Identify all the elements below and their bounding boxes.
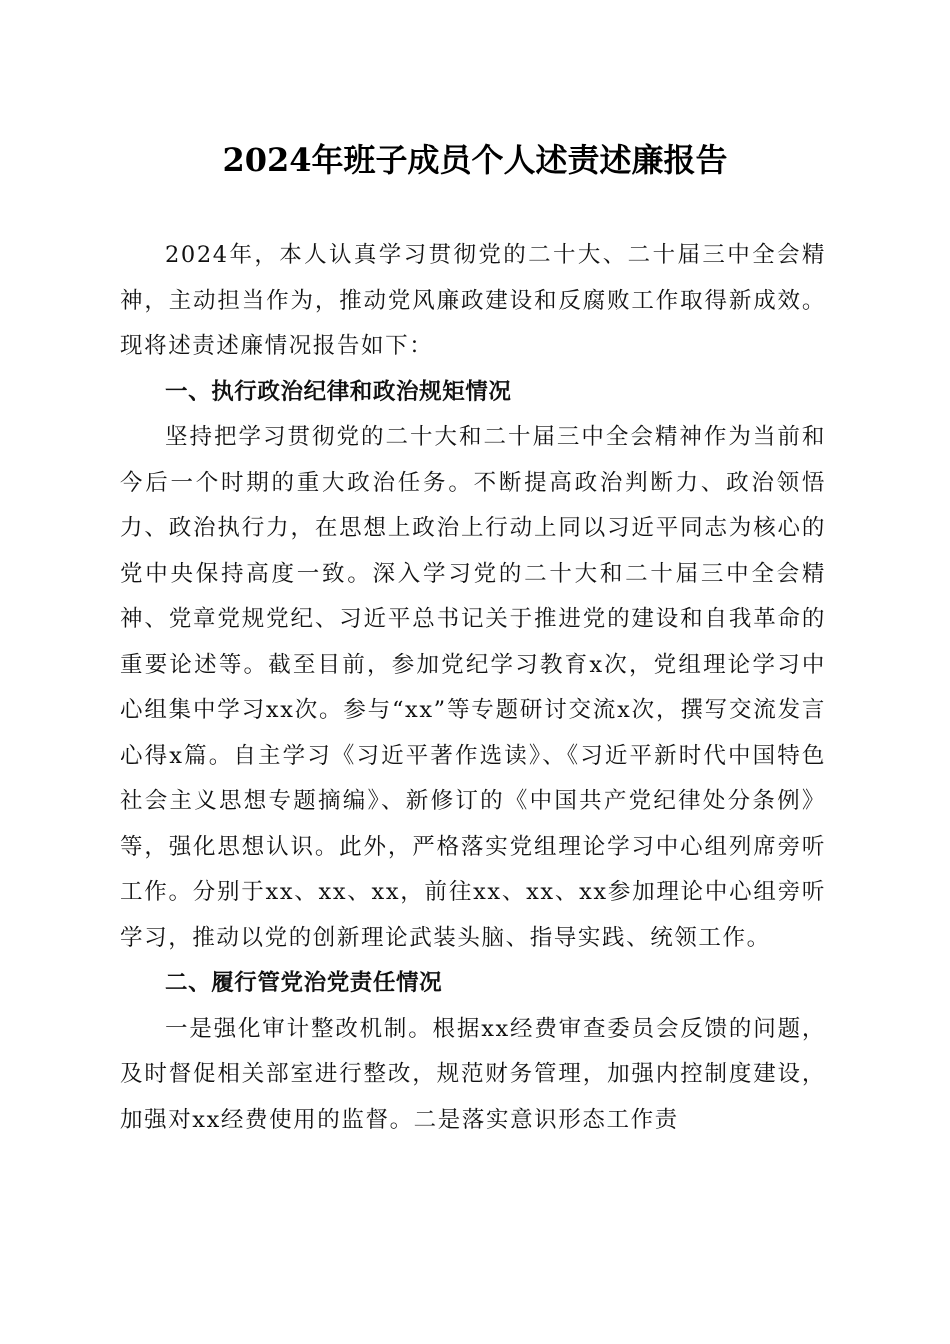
section-heading-2: 二、履行管党治党责任情况: [165, 970, 443, 996]
section-heading-1: 一、执行政治纪律和政治规矩情况: [165, 378, 512, 405]
intro-paragraph: 2024年，本人认真学习贯彻党的二十大、二十届三中全会精神，主动担当作为，推动党风廉政建设和反腐败工作取得新成效。现将述责述廉情况报告如下：: [120, 242, 826, 359]
document-title: 2024年班子成员个人述责述廉报告: [222, 141, 728, 179]
section-2-paragraph: 一是强化审计整改机制。根据xx经费审查委员会反馈的问题，及时督促相关部室进行整改，规范财务管理，加强内控制度建设，加强对xx经费使用的监督。二是落实意识形态工作责: [120, 1015, 826, 1133]
document-body: [120, 233, 826, 1143]
section-1-paragraph: 坚持把学习贯彻党的二十大和二十届三中全会精神作为当前和今后一个时期的重大政治任务。不断提高政治判断力、政治领悟力、政治执行力，在思想上政治上行动上同以习近平同志为核心的党中央保持高度一致。深入学习党的二十大和二十届三中全会精神、党章党规党纪、习近平总书记关于推进党的建设和自我革命的重要论述等。截至目前，参加党纪学习教育x次，党组理论学习中心组集中学习xx次。参与“xx”等专题研讨交流x次，撰写交流发言心得x篇。自主学习《习近平著作选读》、《习近平新时代中国特色社会主义思想专题摘编》、新修订的《中国共产党纪律处分条例》等，强化思想认识。此外，严格落实党组理论学习中心组列席旁听工作。分别于xx、xx、xx，前往xx、xx、xx参加理论中心组旁听学习，推动以党的创新理论武装头脑、指导实践、统领工作。: [120, 424, 826, 951]
